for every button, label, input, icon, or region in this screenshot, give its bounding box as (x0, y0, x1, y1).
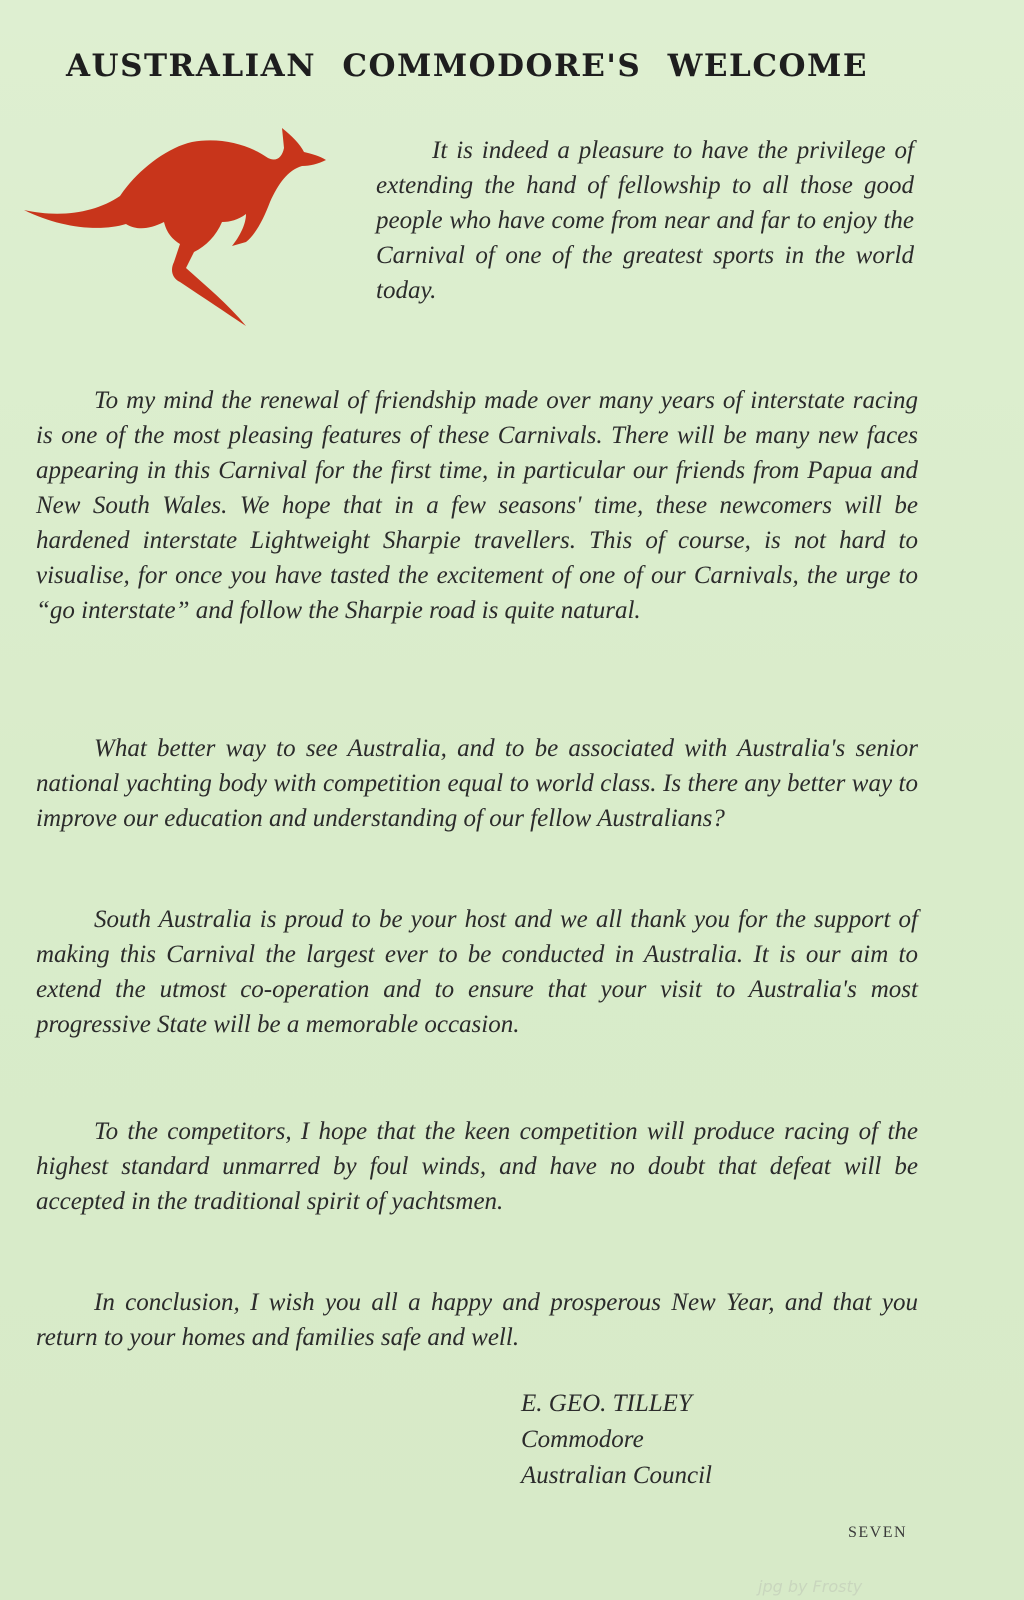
body-paragraph: South Australia is proud to be your host and we all thank you for the support of making this Carnival the largest ever to be conducted in Australia. It is our aim to extend the utmost co-operation and to ensure that your visit to Australia's most progressive State will be a memorable occasion. (36, 906, 918, 1038)
kangaroo-silhouette (24, 128, 326, 326)
page-title: AUSTRALIAN COMMODORE'S WELCOME (66, 48, 868, 84)
signatory-name: E. GEO. TILLEY (521, 1390, 692, 1417)
body-paragraph: To my mind the renewal of friendship made over many years of interstate racing is one of the most pleasing features of these Carnivals. There will be many new faces appearing in this Carnival for the first time, in particular our friends from Papua and New South Wales. We hope that in a few seasons' time, these newcomers will be hardened interstate Lightweight Sharpie travellers. This of course, is not hard to visualise, for once you have tasted the excitement of one of our Carnivals, the urge to “go interstate” and follow the Sharpie road is quite natural. (36, 387, 918, 624)
body-paragraph: What better way to see Australia, and to be associated with Australia's senior national yachting body with competition equal to world class. Is there any better way to improve our education and understanding of our fellow Australians? (36, 735, 918, 832)
body-paragraph: In conclusion, I wish you all a happy and prosperous New Year, and that you return to your homes and families safe and well. (36, 1289, 918, 1351)
intro-paragraph: It is indeed a pleasure to have the privilege of extending the hand of fellowship to all those good people who have come from near and far to enjoy the Carnival of one of the greatest sports in the world today. (376, 137, 914, 304)
signatory-position: Commodore (521, 1426, 644, 1453)
kangaroo-icon (20, 118, 336, 338)
signatory-organisation: Australian Council (521, 1462, 712, 1489)
body-paragraph: To the competitors, I hope that the keen competition will produce racing of the highest standard unmarred by foul winds, and have no doubt that defeat will be accepted in the traditional spirit of yachtsmen. (36, 1118, 918, 1215)
signature-block (521, 1386, 712, 1494)
watermark: jpg by Frosty (758, 1577, 863, 1596)
page-number: SEVEN (848, 1524, 908, 1541)
